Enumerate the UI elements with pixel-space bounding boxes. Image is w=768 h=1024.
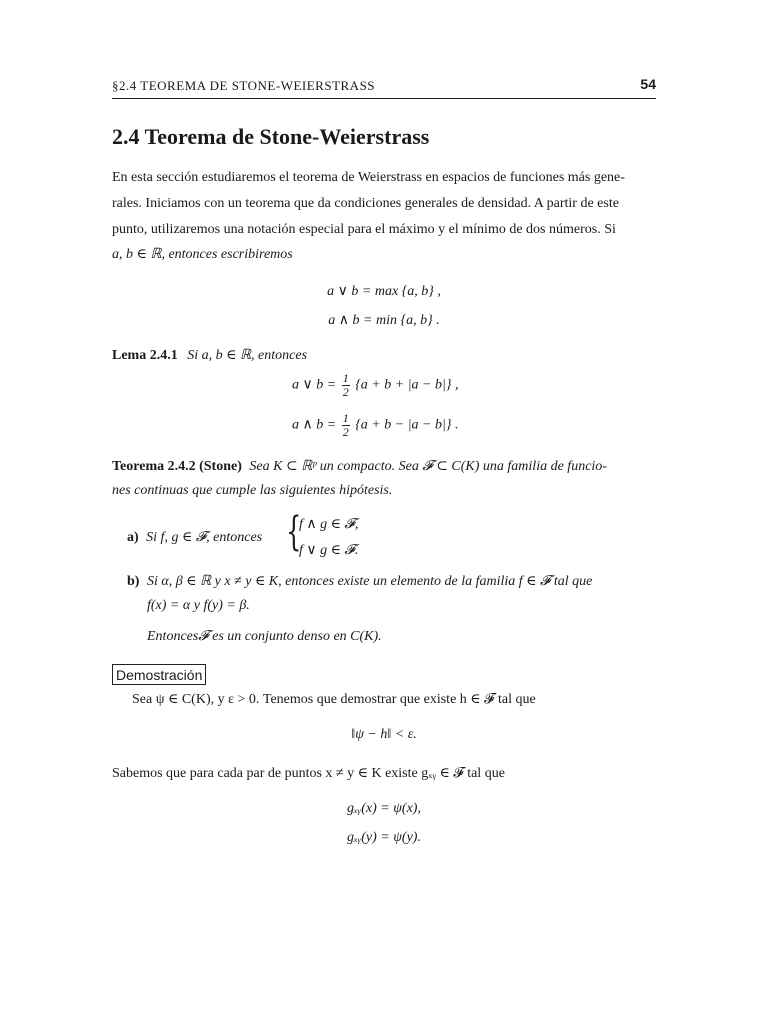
- theorem-label: Teorema 2.4.2 (Stone): [112, 459, 242, 474]
- theorem-conclusion: Entonces𝓕 es un conjunto denso en C(K).: [147, 629, 382, 644]
- fraction-denominator: 2: [342, 385, 349, 399]
- theorem-line-2: nes continuas que cumple las siguientes hipótesis.: [112, 483, 393, 498]
- one-half-fraction: [342, 372, 350, 399]
- gxy-equation-1: gₓᵧ(x) = ψ(x),: [347, 801, 421, 816]
- gxy-equation-2: gₓᵧ(y) = ψ(y).: [347, 830, 421, 845]
- hypothesis-a: [127, 529, 262, 546]
- intro-line-4: a, b ∈ ℝ, entonces escribiremos: [112, 247, 293, 262]
- hypothesis-b-label: b): [127, 574, 140, 589]
- min-equation: a ∧ b = min {a, b} .: [328, 313, 440, 328]
- lemma-eq1-left: a ∨ b =: [292, 377, 337, 393]
- intro-line-3: punto, utilizaremos una notación especial para el máximo y el mínimo de dos números. Si: [112, 222, 616, 237]
- lemma-eq1-right: {a + b + |a − b|} ,: [355, 377, 459, 393]
- norm-inequality: ‖ψ − h‖ < ε.: [351, 727, 417, 742]
- page-number: 54: [640, 76, 656, 92]
- section-title: 2.4 Teorema de Stone-Weierstrass: [112, 124, 430, 149]
- proof-line-2: Sabemos que para cada par de puntos x ≠ y ∈ K existe gₓᵧ ∈ 𝓕 tal que: [112, 766, 505, 781]
- fraction-numerator: 1: [342, 371, 349, 385]
- hypothesis-a-case-1: f ∧ g ∈ 𝓕,: [299, 517, 359, 532]
- lemma-eq2-left: a ∧ b =: [292, 417, 337, 433]
- running-head-title: §2.4 TEOREMA DE STONE-WEIERSTRASS: [112, 78, 376, 93]
- hypothesis-a-label: a): [127, 530, 139, 545]
- theorem-text-1: Sea K ⊂ ℝᵖ un compacto. Sea 𝓕 ⊂ C(K) una familia de funcio-: [249, 459, 607, 474]
- lemma-label: Lema 2.4.1: [112, 348, 178, 363]
- intro-line-1: En esta sección estudiaremos el teorema de Weierstrass en espacios de funciones más gene-: [112, 170, 625, 185]
- lemma-statement: Si a, b ∈ ℝ, entonces: [187, 348, 308, 363]
- hypothesis-a-text: Si f, g ∈ 𝓕, entonces: [146, 530, 263, 545]
- left-brace: {: [286, 509, 302, 555]
- proof-line-1: Sea ψ ∈ C(K), y ε > 0. Tenemos que demostrar que existe h ∈ 𝓕 tal que: [132, 692, 536, 707]
- lemma-eq2-right: {a + b − |a − b|} .: [355, 417, 459, 433]
- max-equation: a ∨ b = max {a, b} ,: [327, 284, 441, 299]
- theorem-line-1: [112, 458, 607, 475]
- lemma-equation-2: [292, 412, 458, 439]
- fraction-denominator: 2: [342, 425, 349, 439]
- running-head: [112, 76, 656, 99]
- one-half-fraction: [342, 412, 350, 439]
- lemma-equation-1: [292, 372, 458, 399]
- proof-label: Demostración: [112, 664, 206, 685]
- intro-line-2: rales. Iniciamos con un teorema que da condiciones generales de densidad. A partir de este: [112, 196, 619, 211]
- hypothesis-b-line-2: f(x) = α y f(y) = β.: [147, 598, 250, 613]
- hypothesis-a-case-2: f ∨ g ∈ 𝓕.: [299, 543, 359, 558]
- lemma: [112, 347, 307, 364]
- hypothesis-b-text: Si α, β ∈ ℝ y x ≠ y ∈ K, entonces existe un elemento de la familia f ∈ 𝓕 tal que: [146, 574, 593, 589]
- fraction-numerator: 1: [342, 411, 349, 425]
- hypothesis-b: [127, 573, 592, 590]
